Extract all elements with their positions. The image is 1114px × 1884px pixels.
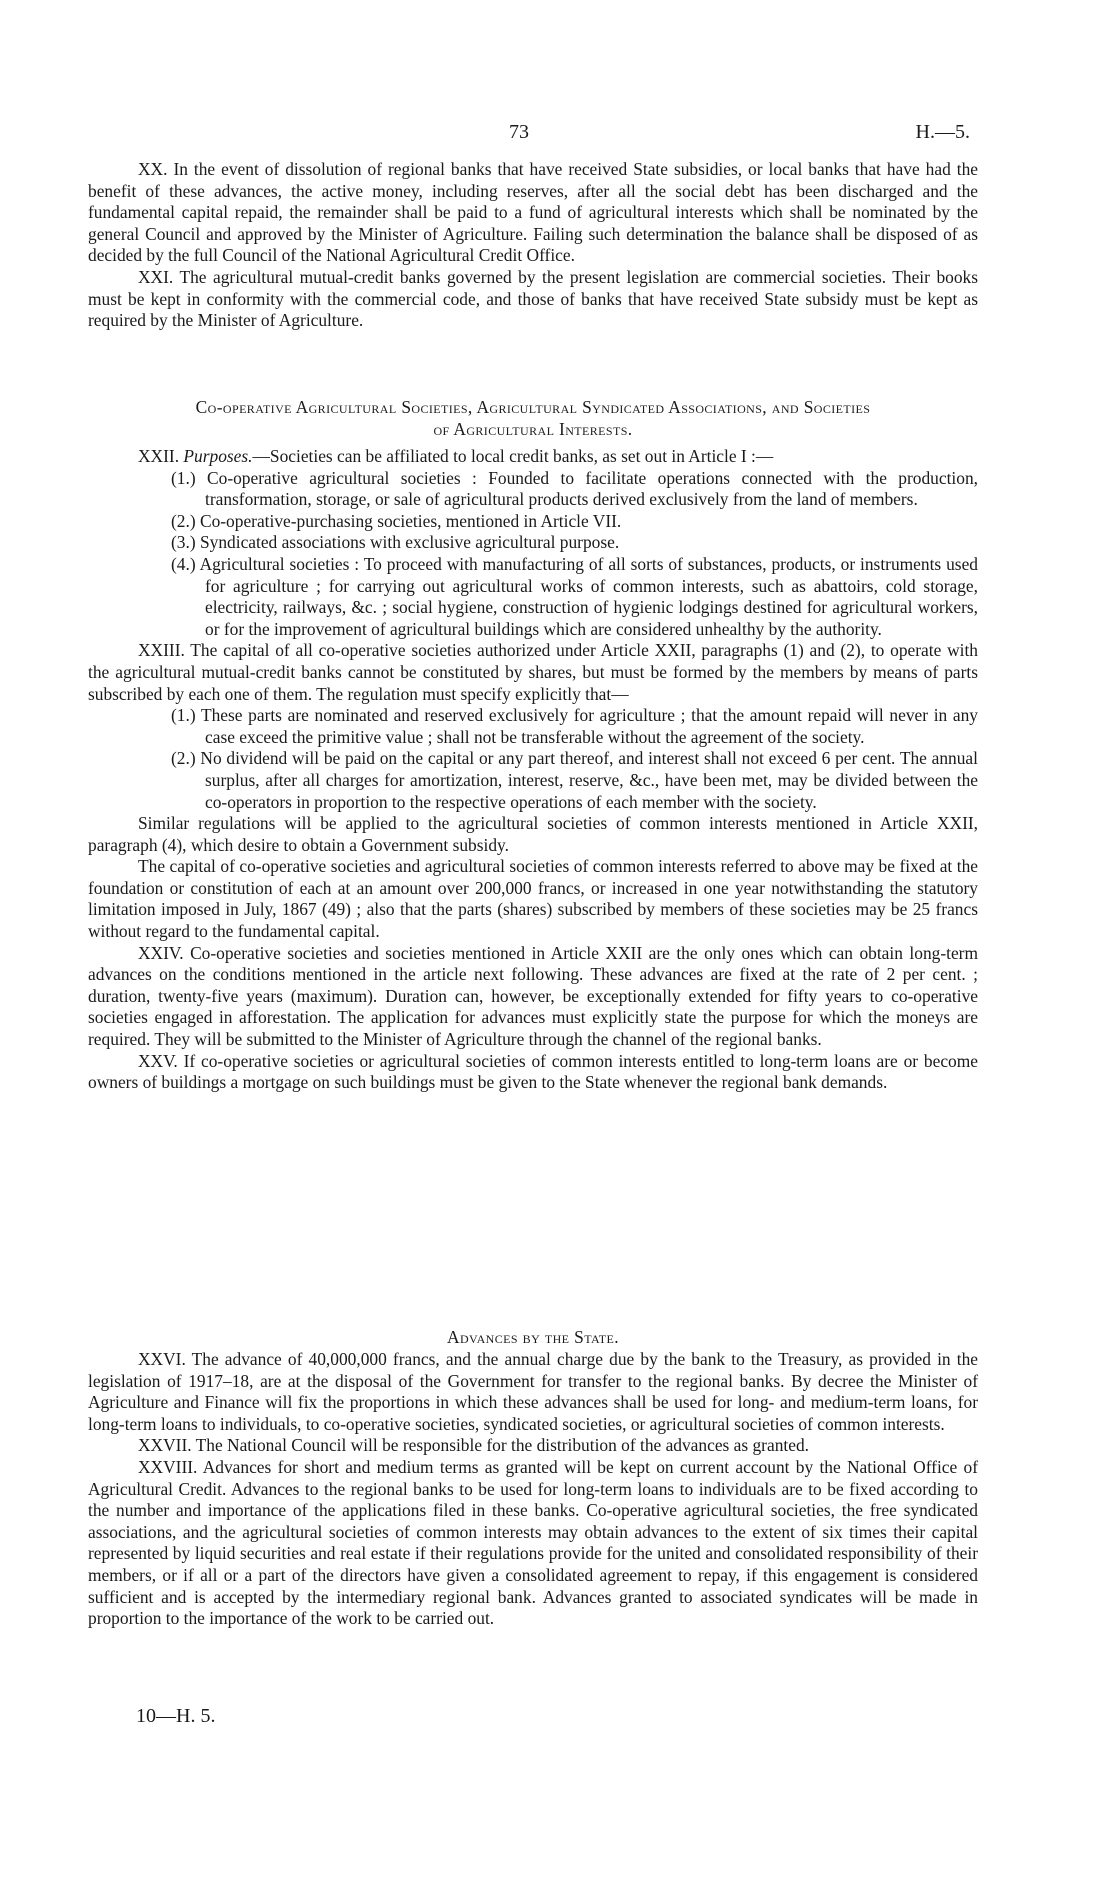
paragraph-xxiii: XXIII. The capital of all co-operative societies authorized under Article XXII, paragraphs (1) and (2), to operate with the agricultural mutual-credit banks cannot be constituted by shares, but must be formed by the members by means of parts subscribed by each one of them. The regulation must specify explicitly that— <box>88 640 978 704</box>
paragraph-xxviii: XXVIII. Advances for short and medium terms as granted will be kept on current account by the National Office of Agricultural Credit. Advances to the regional banks to be used for long-term loans to individuals are to be fixed according to the number and importance of the applications filed in these banks. Co-operative agricultural societies, the free syndicated associations, and the agricultural societies of common interests may obtain advances to the extent of six times their capital represented by liquid securities and real estate if their regulations provide for the united and consolidated responsibility of their members, or if all or a part of the directors have given a consolidated agreement to repay, if this engagement is considered sufficient and is accepted by the intermediary regional bank. Advances granted to associated syndicates will be made in proportion to the importance of the work to be carried out. <box>88 1456 978 1629</box>
document-page <box>88 0 978 1884</box>
paragraph-capital: The capital of co-operative societies and agricultural societies of common interests referred to above may be fixed at the foundation or constitution of each at an amount over 200,000 francs, or increased in one year notwithstanding the statutory limitation imposed in July, 1867 (49) ; also that the parts (shares) subscribed by members of these societies may be 25 francs without regard to the fundamental capital. <box>88 856 978 942</box>
paragraph-xx: XX. In the event of dissolution of regional banks that have received State subsidies, or local banks that have had the benefit of these advances, the active money, including reserves, after all the social debt has been discharged and the fundamental capital repaid, the remainder shall be paid to a fund of agricultural interests which shall be nominated by the general Council and approved by the Minister of Agriculture. Failing such determination the balance shall be disposed of as decided by the full Council of the National Agricultural Credit Office. <box>88 159 978 266</box>
paragraph-xxi: XXI. The agricultural mutual-credit banks governed by the present legislation are commercial societies. Their books must be kept in conformity with the commercial code, and those of banks that have received State subsidy must be kept as required by the Minister of Agriculture. <box>88 266 978 331</box>
list-item: (2.) Co-operative-purchasing societies, mentioned in Article VII. <box>171 510 622 531</box>
paragraph-xxvii: XXVII. The National Council will be responsible for the distribution of the advances as granted. <box>138 1435 809 1456</box>
page-header <box>88 122 978 148</box>
section-heading-cooperative <box>88 397 978 440</box>
paragraph-similar-regulations: Similar regulations will be applied to the agricultural societies of common interests mentioned in Article XXII, paragraph (4), which desire to obtain a Government subsidy. <box>88 813 978 855</box>
heading-line-1: Co-operative Agricultural Societies, Agricultural Syndicated Associations, and Societies <box>195 397 871 417</box>
paragraph-xxvi: XXVI. The advance of 40,000,000 francs, and the annual charge due by the bank to the Treasury, as provided in the legislation of 1917–18, are at the disposal of the Government for transfer to the regional banks. By decree the Minister of Agriculture and Finance will fix the proportions in which these advances shall be used for long- and medium-term loans, for long-term loans to individuals, to co-operative societies, syndicated societies, or agricultural societies of common interests. <box>88 1349 978 1434</box>
signature-mark: 10—H. 5. <box>136 1705 216 1727</box>
list-item: (1.) Co-operative agricultural societies : Founded to facilitate operations connected with the production, transformation, storage, or sale of agricultural products derived exclusively from the land of members. <box>171 467 978 510</box>
list-item: (3.) Syndicated associations with exclusive agricultural purpose. <box>171 532 620 553</box>
list-item: (1.) These parts are nominated and reserved exclusively for agriculture ; that the amount repaid will never in any case exceed the primitive value ; shall not be transferable without the agreement of the society. <box>171 705 978 747</box>
paragraph-xxii-italic: Purposes. <box>183 446 253 466</box>
section-heading-advances <box>88 1327 978 1349</box>
list-item: (2.) No dividend will be paid on the capital or any part thereof, and interest shall not exceed 6 per cent. The annual surplus, after all charges for amortization, interest, reserve, &c., have been met, may be divided between the co-operators in proportion to the respective operations of each member with the society. <box>171 748 978 812</box>
section-xxii-xxv <box>88 446 978 1094</box>
section-xx-xxi <box>88 159 978 332</box>
heading-advances: Advances by the State. <box>447 1327 619 1347</box>
section-xxvi-xxviii <box>88 1349 978 1630</box>
page-number: 73 <box>509 121 529 143</box>
paragraph-xxii-text: —Societies can be affiliated to local credit banks, as set out in Article I :— <box>252 446 774 466</box>
paragraph-xxiv: XXIV. Co-operative societies and societies mentioned in Article XXII are the only ones which can obtain long-term advances on the conditions mentioned in the article next following. These advances are fixed at the rate of 2 per cent. ; duration, twenty-five years (maximum). Duration can, however, be exceptionally extended for fifty years to co-operative societies engaged in afforestation. The application for advances must explicitly state the purpose for which the moneys are required. They will be submitted to the Minister of Agriculture through the channel of the regional banks. <box>88 942 978 1050</box>
document-reference: H.—5. <box>915 121 970 143</box>
list-item: (4.) Agricultural societies : To proceed with manufacturing of all sorts of substances, products, or instruments used for agriculture ; for carrying out agricultural works of common interests, such as abattoirs, cold storage, electricity, railways, &c. ; social hygiene, construction of hygienic lodgings destined for agricultural workers, or for the improvement of agricultural buildings which are considered unhealthy by the authority. <box>171 553 978 639</box>
paragraph-xxv: XXV. If co-operative societies or agricultural societies of common interests entitled to long-term loans are or become owners of buildings a mortgage on such buildings must be given to the State whenever the regional bank demands. <box>88 1050 978 1093</box>
paragraph-xxii-number: XXII. <box>138 446 180 466</box>
paragraph-xxii <box>88 446 978 468</box>
heading-line-2: of Agricultural Interests. <box>433 418 633 439</box>
